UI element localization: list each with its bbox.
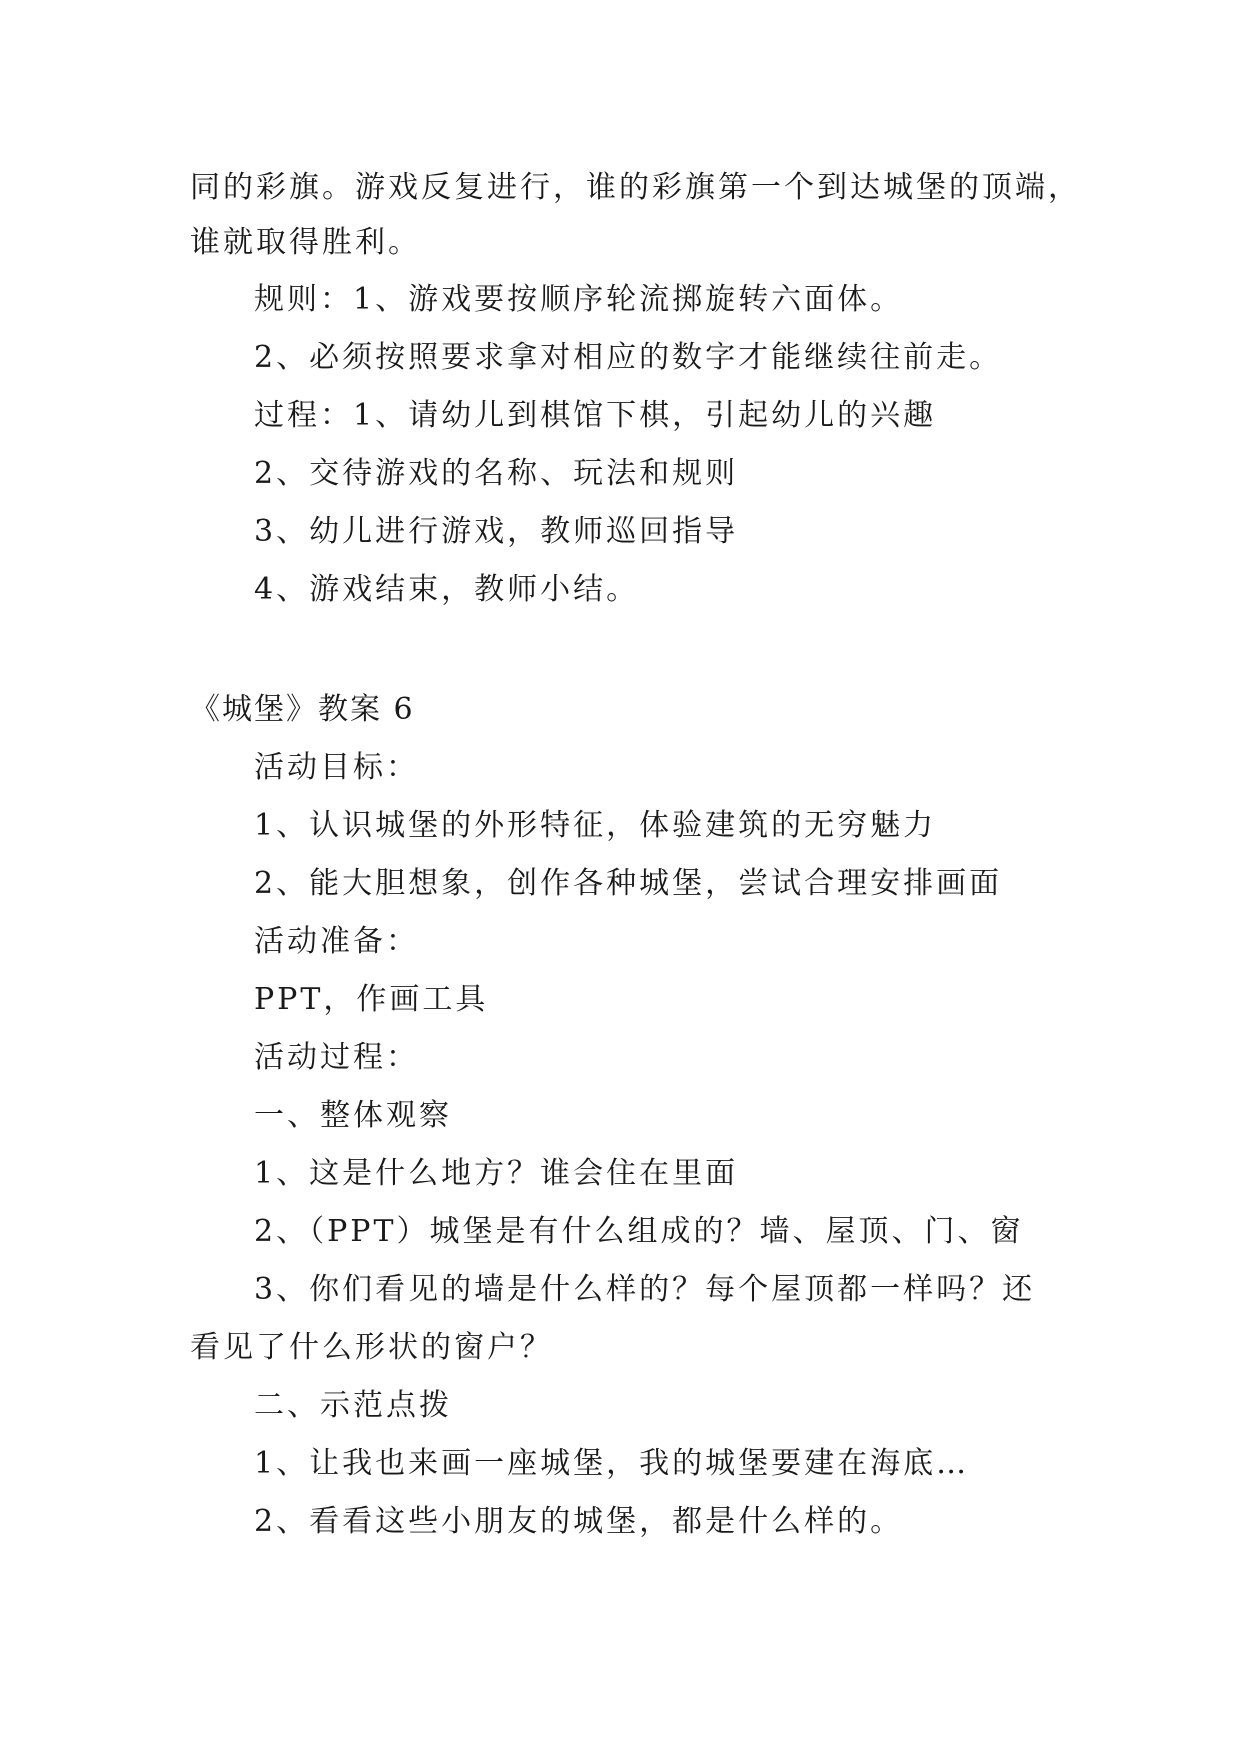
goal-item-2: 2、能大胆想象，创作各种城堡，尝试合理安排画面 <box>254 866 1003 901</box>
process-item-3: 3、幼儿进行游戏，教师巡回指导 <box>254 514 739 549</box>
section-title: 《城堡》教案 6 <box>190 692 415 727</box>
procedure-heading: 活动过程： <box>254 1040 419 1075</box>
process-item-1: 过程：1、请幼儿到棋馆下棋，引起幼儿的兴趣 <box>254 398 937 433</box>
rule-item-2: 2、必须按照要求拿对相应的数字才能继续往前走。 <box>254 340 1003 375</box>
paragraph-continuation-line-1: 同的彩旗。游戏反复进行，谁的彩旗第一个到达城堡的顶端， <box>190 170 1081 205</box>
part1-item-1: 1、这是什么地方？谁会住在里面 <box>254 1156 739 1191</box>
paragraph-continuation-line-2: 谁就取得胜利。 <box>190 225 421 260</box>
goals-heading: 活动目标： <box>254 750 419 785</box>
prep-text: PPT，作画工具 <box>254 982 489 1017</box>
part1-item-3-line-2: 看见了什么形状的窗户？ <box>190 1330 553 1365</box>
part1-item-3-line-1: 3、你们看见的墙是什么样的？每个屋顶都一样吗？还 <box>254 1272 1036 1307</box>
prep-heading: 活动准备： <box>254 924 419 959</box>
part1-item-2: 2、（PPT）城堡是有什么组成的？墙、屋顶、门、窗 <box>254 1214 1024 1249</box>
part2-heading: 二、示范点拨 <box>254 1388 452 1423</box>
part2-item-2: 2、看看这些小朋友的城堡，都是什么样的。 <box>254 1504 904 1539</box>
part2-item-1: 1、让我也来画一座城堡，我的城堡要建在海底… <box>254 1446 970 1481</box>
part1-heading: 一、整体观察 <box>254 1098 452 1133</box>
goal-item-1: 1、认识城堡的外形特征，体验建筑的无穷魅力 <box>254 808 937 843</box>
rule-item-1: 规则：1、游戏要按顺序轮流掷旋转六面体。 <box>254 282 904 317</box>
process-item-2: 2、交待游戏的名称、玩法和规则 <box>254 456 739 491</box>
process-item-4: 4、游戏结束，教师小结。 <box>254 572 640 607</box>
